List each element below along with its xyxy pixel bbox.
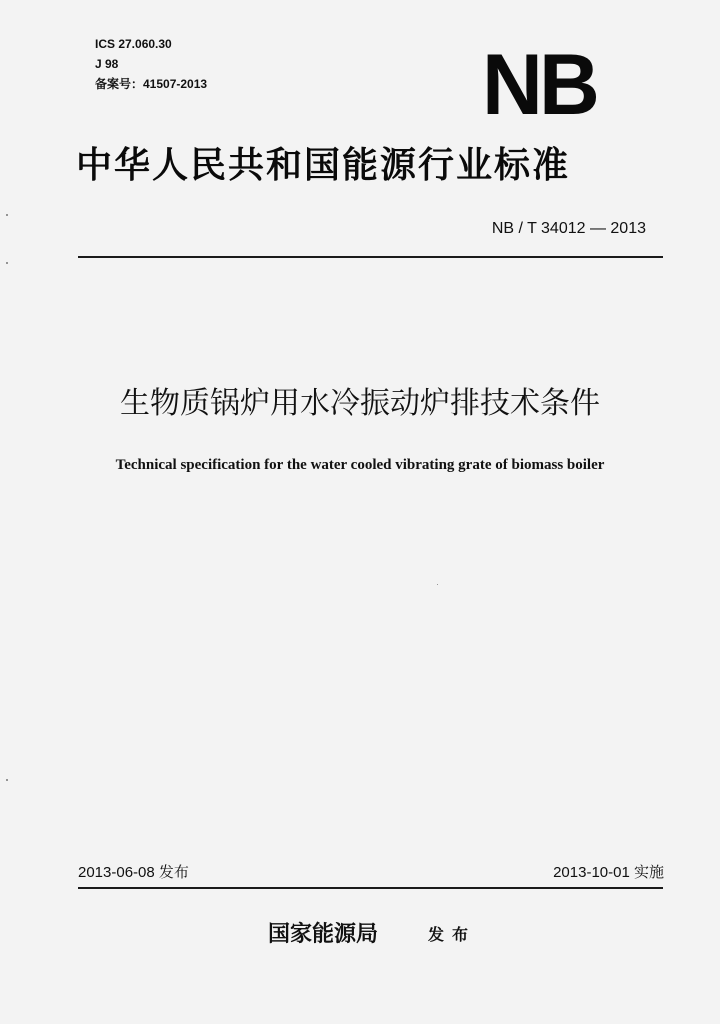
publisher-name: 国家能源局 <box>268 921 379 947</box>
nb-logo: NB <box>482 37 596 133</box>
scan-speck <box>437 584 438 585</box>
document-title-chinese: 生物质锅炉用水冷振动炉排技术条件 <box>120 386 600 421</box>
classification-code: J 98 <box>95 57 119 71</box>
filing-number: 备案号：41507-2013 <box>95 77 208 91</box>
scan-speck <box>6 262 8 264</box>
top-divider <box>78 256 663 258</box>
standard-code: NB / T 34012 — 2013 <box>491 220 646 237</box>
document-title-english: Technical specification for the water cooled vibrating grate of biomass boiler <box>115 457 605 473</box>
issue-date: 2013-06-08 发布 <box>78 864 189 881</box>
publish-label: 发布 <box>428 925 477 944</box>
scan-speck <box>6 214 8 216</box>
effective-date: 2013-10-01 实施 <box>553 864 664 881</box>
classification-block <box>95 34 207 94</box>
bottom-divider <box>78 887 663 889</box>
ics-code: ICS 27.060.30 <box>95 37 172 51</box>
standard-category-title: 中华人民共和国能源行业标准 <box>76 144 571 186</box>
scan-speck <box>6 779 8 781</box>
